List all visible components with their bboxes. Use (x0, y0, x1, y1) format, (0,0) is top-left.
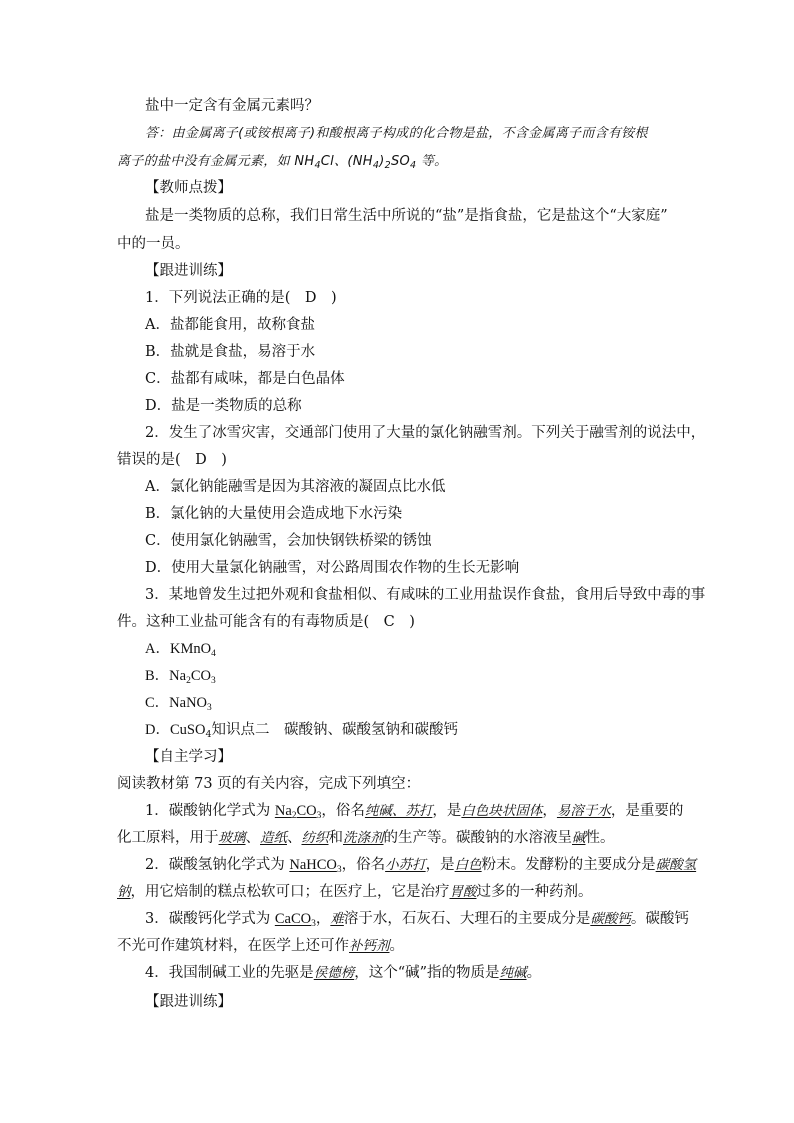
q1-option-d: D．盐是一类物质的总称 (145, 398, 302, 414)
teacher-line-1: 盐是一类物质的总称，我们日常生活中所说的“盐”是指食盐，它是盐这个“大家庭” (145, 208, 668, 224)
teacher-heading: 【教师点拨】 (145, 180, 232, 196)
q3-stem-line-1: 3．某地曾发生过把外观和食盐相似、有咸味的工业用盐误作食盐，食用后导致中毒的事 (145, 587, 706, 603)
q1-option-b: B．盐就是食盐，易溶于水 (145, 344, 316, 360)
q2-option-d: D．使用大量氯化钠融雪，对公路周围农作物的生长无影响 (145, 560, 520, 576)
question-text: 盐中一定含有金属元素吗？ (145, 98, 319, 114)
q1-stem: 1．下列说法正确的是( D ) (145, 290, 337, 306)
practice-heading-2: 【跟进训练】 (145, 994, 232, 1010)
item2-line-2: 钠，用它焙制的糕点松软可口；在医疗上，它是治疗胃酸过多的一种药剂。 (117, 884, 593, 900)
q3-option-a: A．KMnO$_4$ (145, 641, 216, 659)
self-study-intro: 阅读教材第 73 页的有关内容，完成下列填空： (117, 776, 421, 792)
answer-line-1: 答：由金属离子(或铵根离子)和酸根离子构成的化合物是盐，不含金属离子而含有铵根 (145, 126, 648, 141)
q2-option-b: B．氯化钠的大量使用会造成地下水污染 (145, 506, 403, 522)
q3-option-c: C．NaNO$_3$ (145, 695, 212, 713)
item1-line-1: 1．碳酸钠化学式为 $Na_2CO_3$，俗名纯碱、苏打，是白色块状固体，易溶于水，是重要的 (145, 803, 684, 821)
teacher-line-2: 中的一员。 (117, 236, 190, 252)
q1-option-c: C．盐都有咸味，都是白色晶体 (145, 371, 345, 387)
item4-line: 4．我国制碱工业的先驱是侯德榜，这个“碱”指的物质是纯碱。 (145, 965, 542, 981)
self-study-heading: 【自主学习】 (145, 749, 232, 765)
item3-line-2: 不光可作建筑材料，在医学上还可作补钙剂。 (117, 938, 404, 954)
q2-option-c: C．使用氯化钠融雪，会加快钢铁桥梁的锈蚀 (145, 533, 432, 549)
item1-line-2: 化工原料，用于玻璃、造纸、纺织和洗涤剂的生产等。碳酸钠的水溶液呈碱性。 (117, 830, 615, 846)
item3-line-1: 3．碳酸钙化学式为 CaCO$_3$，难溶于水，石灰石、大理石的主要成分是碳酸钙。碳酸钙 (145, 911, 689, 929)
q2-stem-line-2: 错误的是( D ) (117, 452, 227, 468)
q2-stem-line-1: 2．发生了冰雪灾害，交通部门使用了大量的氯化钠融雪剂。下列关于融雪剂的说法中， (145, 425, 706, 441)
practice-heading-1: 【跟进训练】 (145, 263, 232, 279)
q1-option-a: A．盐都能食用，故称食盐 (145, 317, 315, 333)
q3-stem-line-2: 件。这种工业盐可能含有的有毒物质是( C ) (117, 614, 415, 630)
item2-line-1: 2．碳酸氢钠化学式为 NaHCO$_3$，俗名小苏打，是白色粉末。发酵粉的主要成分是碳酸氢 (145, 857, 697, 875)
q2-option-a: A．氯化钠能融雪是因为其溶液的凝固点比水低 (145, 479, 446, 495)
q3-option-d: D．CuSO$_4$知识点二 碳酸钠、碳酸氢钠和碳酸钙 (145, 722, 458, 740)
q3-option-b: B．$Na_2CO_3$ (145, 668, 216, 686)
answer-line-2: 离子的盐中没有金属元素，如 $NH_4Cl$、$(NH_4)_2SO_4$ 等。 (117, 154, 448, 171)
